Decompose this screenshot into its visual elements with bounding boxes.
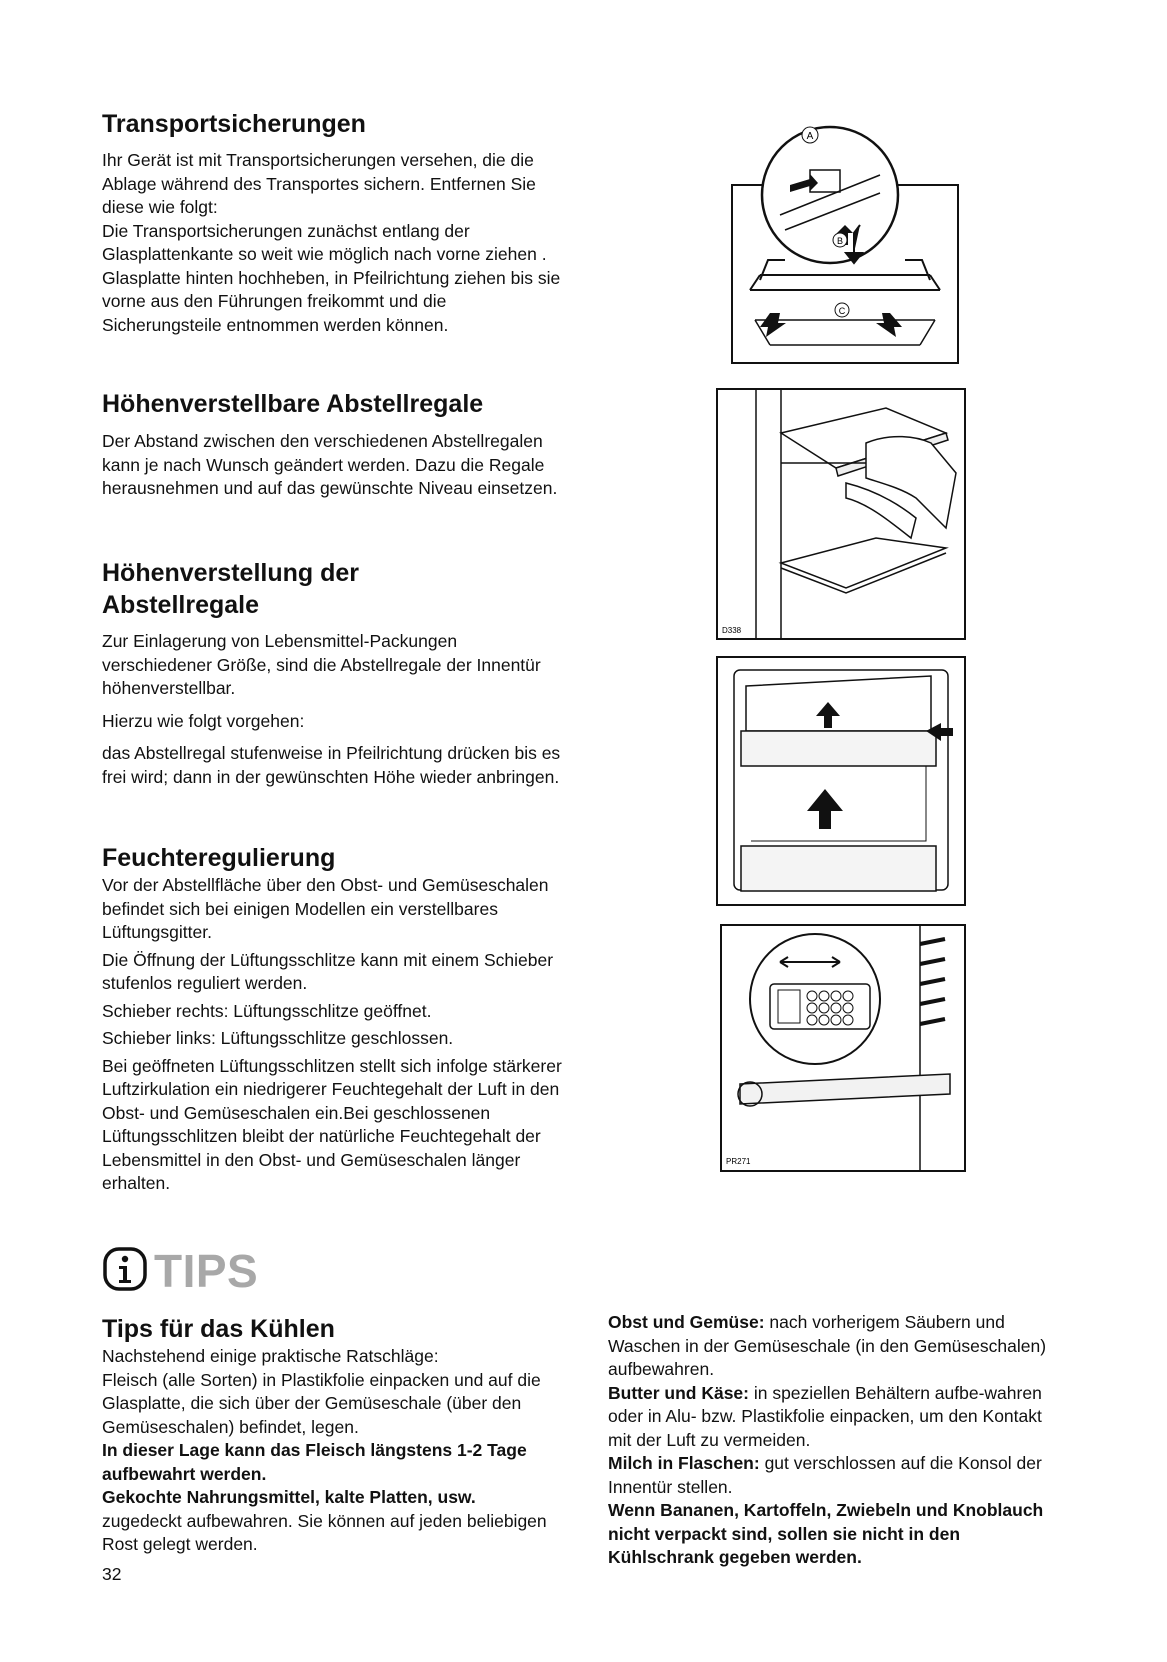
paragraph: zugedeckt aufbewahren. Sie können auf jeden beliebigen Rost gelegt werden. [102,1510,547,1554]
tip-warning: Wenn Bananen, Kartoffeln, Zwiebeln und Knoblauch nicht verpackt sind, sollen sie nicht in den Kühlschrank gegeben werden. [608,1500,1044,1567]
figure-ventilation-grid [720,924,966,1172]
info-icon [102,1246,148,1297]
section-title: Feuchteregulierung [102,844,336,872]
tip-butter [608,1382,1063,1453]
section-hoehenverstellung [102,557,564,789]
label-a: A [806,131,814,142]
tip-text: gut verschlossen auf die Konsol der Innentür stellen. [608,1453,1042,1497]
figure-door-shelves [716,656,966,906]
tip-label: Butter und Käse: [608,1382,749,1403]
paragraph: das Abstellregal stufenweise in Pfeilrichtung drücken bis es frei wird; dann in der gewünschten Höhe wieder anbringen. [102,743,561,787]
tips-heading [102,1244,258,1298]
tip-milch [608,1452,1063,1499]
section-transportsicherungen [102,108,564,337]
paragraph: Schieber links: Lüftungsschlitze geschlossen. [102,1028,454,1048]
tips-title: TIPS [154,1245,259,1297]
label-c: C [838,306,846,316]
tips-subtitle: Tips für das Kühlen [102,1315,335,1343]
section-title: Höhenverstellung der [102,559,359,587]
paragraph: Vor der Abstellfläche über den Obst- und Gemüseschalen befindet sich bei einigen Modellen ein verstellbares Lüftungsgitter. [102,875,549,942]
paragraph: Zur Einlagerung von Lebensmittel-Packungen verschiedener Größe, sind die Abstellregale der Innentür höhenverstellbar. [102,631,541,698]
paragraph: Hierzu wie folgt vorgehen: [102,710,305,731]
paragraph: Die Öffnung der Lüftungsschlitze kann mit einem Schieber stufenlos reguliert werden. [102,949,554,993]
label-b: B [836,236,844,246]
tip-text: in speziellen Behältern aufbe-wahren oder in Alu- bzw. Plastikfolie einpacken, um den Kontakt mit der Luft zu vermeiden. [608,1382,1042,1450]
tip-text: nach vorherigem Säubern und Waschen in der Gemüseschale (in den Gemüseschalen) aufbewahren. [608,1312,1047,1379]
figure-transport-locks [730,115,970,365]
section-title: Höhenverstellbare Abstellregale [102,390,484,418]
tip-obst [608,1311,1063,1382]
tips-left-column [102,1313,557,1586]
tip-label: Obst und Gemüse: [608,1312,765,1332]
section-feuchteregulierung [102,842,564,1196]
page-number: 32 [102,1563,122,1584]
paragraph: Ihr Gerät ist mit Transportsicherungen versehen, die die Ablage während des Transportes sichern. Entfernen Sie diese wie folgt: [102,150,536,217]
section-hoehenverstellbare-abstellregale [102,388,564,501]
paragraph: Die Transportsicherungen zunächst entlang der Glasplattenkante so weit wie möglich nach vorne ziehen . Glasplatte hinten hochheben, in Pfeilrichtung ziehen bis sie vorne aus den Führungen freikommt und die Sicherungsteile entnommen werden können. [102,220,561,335]
paragraph-bold: Gekochte Nahrungsmittel, kalte Platten, usw. [102,1487,476,1507]
figure-code: D338 [722,626,742,635]
paragraph: Nachstehend einige praktische Ratschläge: [102,1346,439,1366]
paragraph: Der Abstand zwischen den verschiedenen Abstellregalen kann je nach Wunsch geändert werden. Dazu die Regale herausnehmen und auf das gewünschte Niveau einsetzen. [102,431,558,498]
paragraph-bold: In dieser Lage kann das Fleisch längstens 1-2 Tage aufbewahrt werden. [102,1440,527,1484]
section-title: Transportsicherungen [102,110,366,138]
tip-label: Milch in Flaschen: [608,1453,760,1473]
section-title-line2: Abstellregale [102,591,260,619]
figure-code: PR271 [726,1157,751,1166]
paragraph: Schieber rechts: Lüftungsschlitze geöffnet. [102,1000,432,1021]
tips-right-column [608,1311,1063,1570]
paragraph: Bei geöffneten Lüftungsschlitzen stellt sich infolge stärkerer Luftzirkulation ein niedrigerer Feuchtegehalt der Luft in den Obst- und Gemüseschalen ein.Bei geschlossenen Lüftungsschlitzen bleibt der natürliche Feuchtegehalt der Lebensmittel in den Obst- und Gemüseschalen länger erhalten. [102,1055,562,1193]
figure-adjustable-shelves [716,388,966,640]
paragraph: Fleisch (alle Sorten) in Plastikfolie einpacken und auf die Glasplatte, die sich über der Gemüseschale (über den Gemüseschalen) befindet, legen. [102,1369,541,1437]
